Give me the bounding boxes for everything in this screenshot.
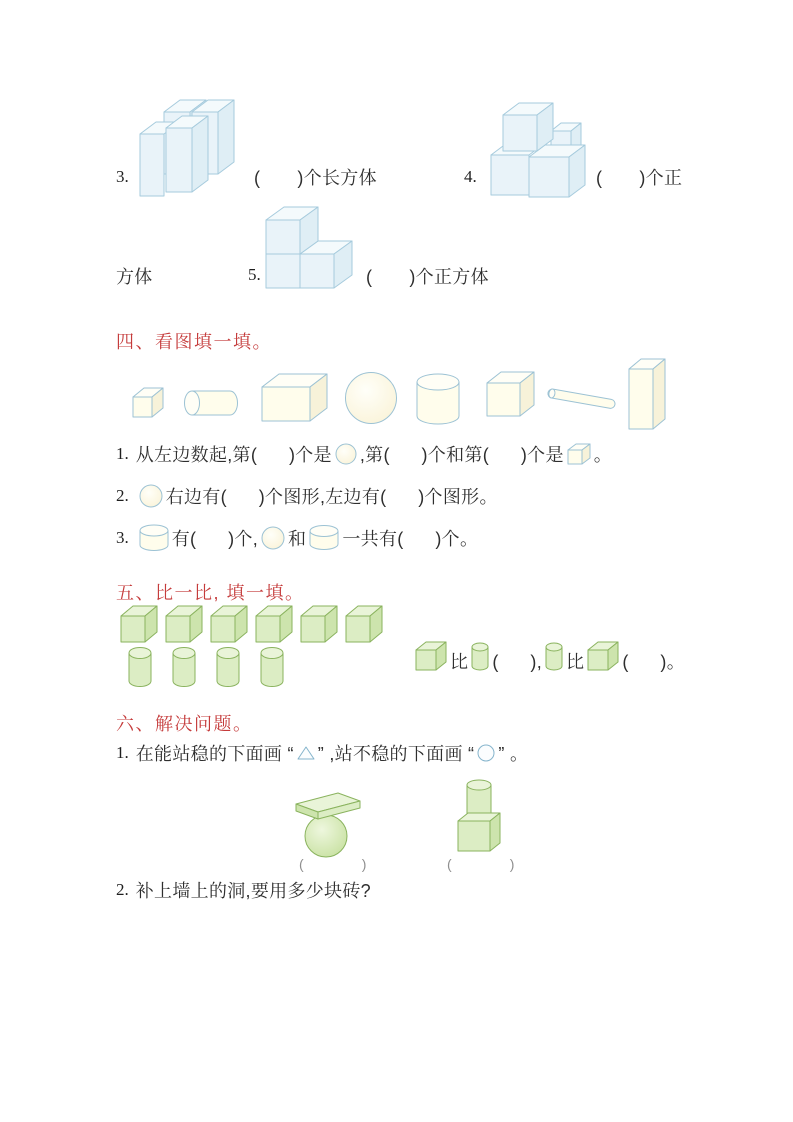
item-5-number: 5. (248, 265, 261, 284)
question-number: 1. (116, 444, 129, 463)
question-text: 和 (288, 529, 307, 549)
cylinder-icon (138, 523, 170, 553)
sphere-icon (138, 483, 164, 509)
green-cube-icon (414, 640, 448, 672)
sphere-icon (334, 442, 358, 466)
cube-icon (566, 442, 592, 466)
green-cube-icon (164, 604, 204, 644)
green-cube-icon (299, 604, 339, 644)
comparison-sentence (412, 640, 685, 672)
cubes-cluster-group-figure (489, 99, 587, 199)
question-text: 一共有( )个。 (342, 529, 479, 549)
green-cylinder-icon (127, 646, 153, 689)
triangle-icon (296, 745, 316, 761)
question-4-1 (116, 441, 612, 467)
green-cylinder-icon (215, 646, 241, 689)
answer-blank: ( ), (492, 652, 543, 672)
section-4-heading: 四、看图填一填。 (116, 332, 272, 352)
cylinder-icon (308, 524, 340, 552)
cuboid-icon (260, 371, 328, 423)
sphere-icon (344, 371, 398, 425)
question-6-2 (116, 877, 371, 903)
question-text: 右边有( )个图形,左边有( )个图形。 (165, 487, 498, 507)
cube-icon (484, 367, 536, 421)
item-5-answer-blank: ( )个正方体 (366, 267, 489, 287)
sphere-icon (260, 525, 286, 551)
green-cylinder-icon (544, 642, 564, 672)
question-text: 。 (593, 445, 613, 465)
item-4-answer-blank: ( )个正 (596, 168, 683, 188)
green-cube-icon (254, 604, 294, 644)
green-cube-icon (344, 604, 384, 644)
section-6-heading: 六、解决问题。 (116, 714, 253, 734)
question-text: 在能站稳的下面画 “ (135, 744, 294, 764)
question-text: ” 。 (498, 744, 529, 764)
question-text: 补上墙上的洞,要用多少块砖? (135, 881, 371, 901)
small-cube-icon (130, 385, 166, 419)
circle-icon (476, 744, 496, 762)
green-cube-icon (586, 640, 620, 672)
question-4-3 (116, 523, 478, 553)
green-cube-icon (209, 604, 249, 644)
green-cubes-row (119, 604, 384, 644)
answer-blank-under-figure: ( ) (447, 856, 518, 872)
question-number: 2. (116, 880, 129, 899)
green-cube-icon (119, 604, 159, 644)
question-number: 1. (116, 743, 129, 762)
question-text: ” ,站不稳的下面画 “ (317, 744, 475, 764)
l-shaped-cubes-group-figure (264, 206, 356, 290)
section-5-heading: 五、比一比, 填一填。 (116, 583, 305, 603)
slab-on-sphere-figure (292, 789, 364, 859)
green-cylinders-row (127, 646, 285, 689)
question-4-2 (116, 483, 498, 509)
item-4-text-continued: 方体 (116, 267, 153, 287)
green-cylinder-icon (171, 646, 197, 689)
item-3-number: 3. (116, 167, 129, 186)
cylinder-icon (414, 372, 462, 426)
compare-text: 比 (450, 652, 469, 672)
green-cylinder-icon (259, 646, 285, 689)
three-cuboids-group-figure (132, 96, 244, 200)
question-text: 从左边数起,第( )个是 (135, 445, 332, 465)
thin-rod-icon (544, 383, 624, 415)
question-text: ,第( )个和第( )个是 (359, 445, 564, 465)
question-number: 3. (116, 528, 129, 547)
compare-text: 比 (566, 652, 585, 672)
cylinder-on-cube-figure (452, 777, 504, 857)
answer-blank-under-figure: ( ) (299, 856, 370, 872)
tall-cuboid-icon (627, 357, 669, 433)
answer-blank: ( )。 (622, 652, 686, 672)
question-number: 2. (116, 486, 129, 505)
question-text: 有( )个, (171, 529, 259, 549)
green-cylinder-icon (470, 642, 490, 672)
item-4-number: 4. (464, 167, 477, 186)
item-3-answer-blank: ( )个长方体 (254, 168, 377, 188)
question-6-1 (116, 740, 528, 766)
horizontal-cylinder-icon (180, 388, 244, 418)
